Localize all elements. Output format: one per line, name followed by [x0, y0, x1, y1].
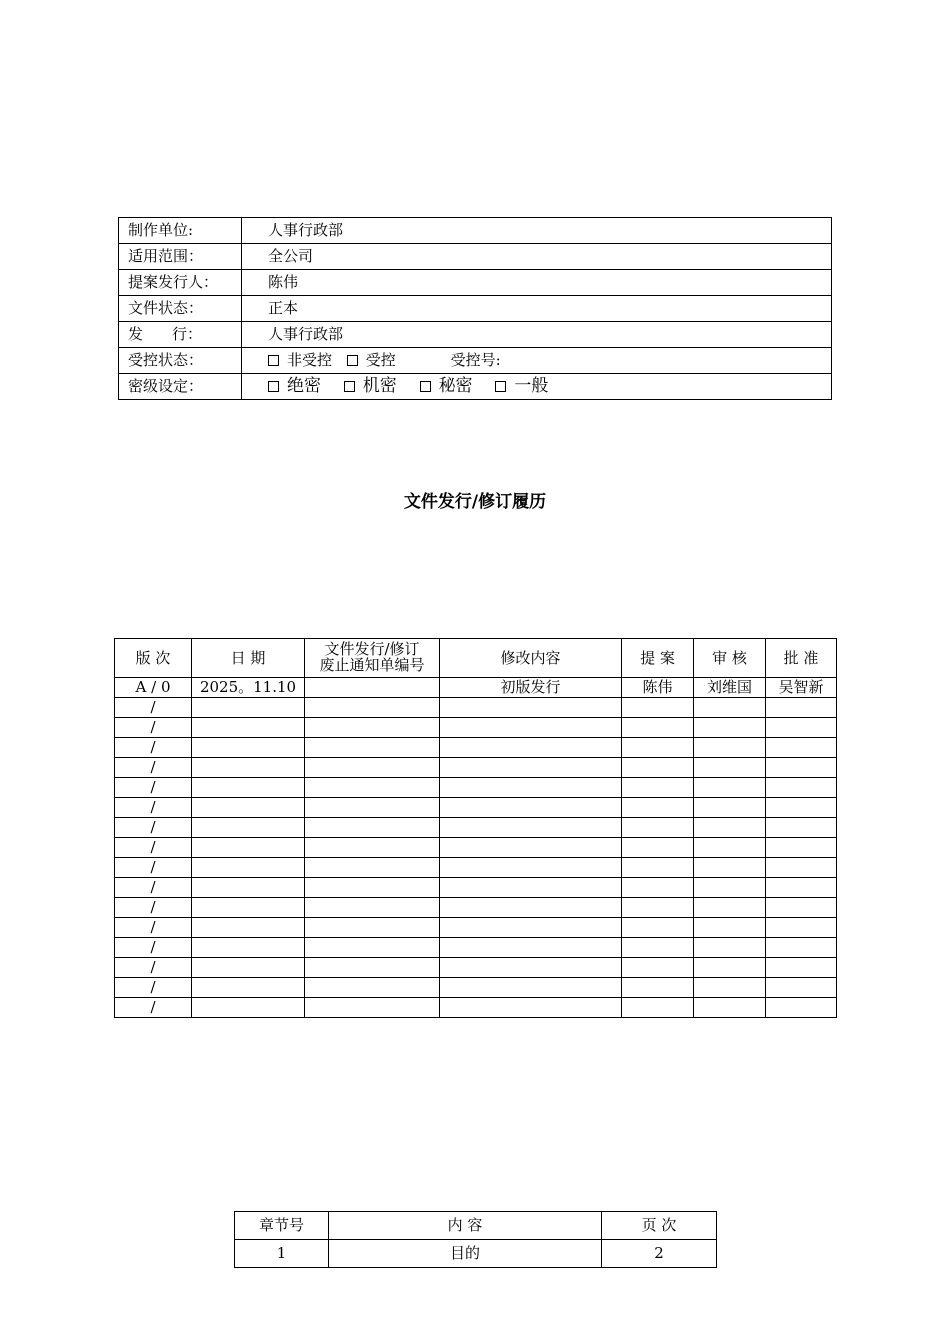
control-number-label: 受控号:	[450, 351, 501, 369]
table-row	[115, 778, 837, 798]
checkbox-icon[interactable]	[347, 355, 358, 366]
cell-version: /	[115, 938, 192, 958]
cell-empty	[694, 878, 766, 898]
option-label: 秘密	[438, 376, 473, 396]
table-row	[115, 898, 837, 918]
cell-empty	[622, 818, 694, 838]
cell-version: /	[115, 878, 192, 898]
table-row	[115, 918, 837, 938]
cell-empty	[622, 778, 694, 798]
cell-empty	[305, 798, 440, 818]
info-label: 受控状态：	[119, 348, 242, 374]
cell-empty	[694, 998, 766, 1018]
cell-empty	[440, 998, 622, 1018]
cell-empty	[305, 858, 440, 878]
cell-empty	[622, 898, 694, 918]
option-general[interactable]	[495, 378, 548, 395]
cell-empty	[622, 998, 694, 1018]
option-label: 一般	[514, 376, 549, 396]
cell-version: /	[115, 818, 192, 838]
cell-empty	[192, 838, 305, 858]
header-approver: 批 准	[766, 639, 837, 678]
cell-version: /	[115, 698, 192, 718]
cell-empty	[440, 818, 622, 838]
toc-header-chapter: 章节号	[235, 1212, 329, 1240]
cell-empty	[622, 918, 694, 938]
history-header-row	[115, 639, 837, 678]
cell-version: /	[115, 978, 192, 998]
cell-empty	[440, 738, 622, 758]
cell-empty	[305, 818, 440, 838]
info-row-secrecy	[119, 374, 832, 400]
checkbox-icon[interactable]	[344, 381, 355, 392]
cell-empty	[766, 818, 837, 838]
cell-version: /	[115, 958, 192, 978]
cell-empty	[622, 958, 694, 978]
cell-empty	[622, 938, 694, 958]
cell-empty	[192, 758, 305, 778]
cell-empty	[305, 698, 440, 718]
cell-empty	[440, 918, 622, 938]
header-notice-line2: 废止通知单编号	[319, 656, 425, 674]
cell-empty	[440, 958, 622, 978]
cell-empty	[440, 778, 622, 798]
cell-empty	[694, 698, 766, 718]
cell-empty	[766, 878, 837, 898]
cell-empty	[766, 738, 837, 758]
cell-date: 2025。11.10	[192, 678, 305, 698]
option-top-secret[interactable]	[268, 378, 321, 395]
toc-header-content: 内 容	[329, 1212, 602, 1240]
option-label: 绝密	[287, 376, 321, 396]
option-secret[interactable]	[420, 378, 473, 395]
cell-empty	[192, 998, 305, 1018]
control-options	[242, 348, 832, 374]
cell-empty	[694, 958, 766, 978]
cell-empty	[440, 698, 622, 718]
table-row	[115, 858, 837, 878]
cell-empty	[766, 958, 837, 978]
cell-empty	[305, 918, 440, 938]
info-label: 提案发行人：	[119, 270, 242, 296]
contents-table	[234, 1211, 717, 1268]
header-proposer: 提 案	[622, 639, 694, 678]
info-row-proposer	[119, 270, 832, 296]
cell-empty	[694, 918, 766, 938]
cell-empty	[622, 878, 694, 898]
cell-version: /	[115, 738, 192, 758]
revision-history-table	[114, 638, 837, 1018]
cell-empty	[694, 758, 766, 778]
cell-empty	[192, 938, 305, 958]
cell-empty	[192, 818, 305, 838]
cell-empty	[694, 838, 766, 858]
option-label: 非受控	[287, 351, 333, 369]
info-label: 文件状态：	[119, 296, 242, 322]
cell-empty	[694, 718, 766, 738]
cell-empty	[192, 798, 305, 818]
cell-proposer: 陈伟	[622, 678, 694, 698]
info-row-maker	[119, 218, 832, 244]
cell-empty	[694, 978, 766, 998]
cell-empty	[766, 938, 837, 958]
cell-empty	[440, 718, 622, 738]
info-label: 制作单位:	[119, 218, 242, 244]
table-row	[115, 878, 837, 898]
cell-empty	[192, 698, 305, 718]
toc-header-page: 页 次	[602, 1212, 717, 1240]
cell-empty	[305, 878, 440, 898]
cell-empty	[622, 978, 694, 998]
table-row	[115, 978, 837, 998]
secrecy-options	[242, 374, 832, 400]
cell-empty	[440, 978, 622, 998]
cell-approver: 吴智新	[766, 678, 837, 698]
cell-empty	[305, 718, 440, 738]
cell-version: A / 0	[115, 678, 192, 698]
cell-empty	[305, 778, 440, 798]
info-value: 全公司	[242, 244, 832, 270]
info-label: 适用范围：	[119, 244, 242, 270]
info-row-scope	[119, 244, 832, 270]
cell-version: /	[115, 758, 192, 778]
cell-empty	[694, 938, 766, 958]
info-label-part: 发	[128, 325, 144, 343]
cell-empty	[766, 798, 837, 818]
info-label-part: 行：	[171, 325, 202, 343]
toc-page: 2	[602, 1240, 717, 1268]
cell-empty	[192, 978, 305, 998]
header-version: 版 次	[115, 639, 192, 678]
cell-empty	[766, 918, 837, 938]
info-row-control	[119, 348, 832, 374]
table-row	[115, 678, 837, 698]
cell-empty	[694, 818, 766, 838]
cell-empty	[440, 938, 622, 958]
cell-version: /	[115, 718, 192, 738]
cell-version: /	[115, 898, 192, 918]
cell-empty	[305, 958, 440, 978]
table-row	[115, 838, 837, 858]
cell-content: 初版发行	[440, 678, 622, 698]
cell-empty	[192, 878, 305, 898]
cell-empty	[622, 858, 694, 878]
checkbox-icon[interactable]	[268, 381, 279, 392]
cell-empty	[766, 998, 837, 1018]
cell-empty	[192, 778, 305, 798]
info-row-status	[119, 296, 832, 322]
cell-empty	[766, 898, 837, 918]
cell-empty	[694, 858, 766, 878]
table-row	[115, 758, 837, 778]
cell-empty	[694, 738, 766, 758]
cell-empty	[766, 718, 837, 738]
info-row-issuer	[119, 322, 832, 348]
option-controlled[interactable]	[347, 353, 396, 368]
info-value: 正本	[242, 296, 832, 322]
checkbox-icon[interactable]	[495, 381, 506, 392]
cell-empty	[694, 898, 766, 918]
cell-reviewer: 刘维国	[694, 678, 766, 698]
cell-version: /	[115, 798, 192, 818]
cell-version: /	[115, 858, 192, 878]
cell-empty	[766, 698, 837, 718]
cell-empty	[305, 838, 440, 858]
header-content: 修改内容	[440, 639, 622, 678]
cell-empty	[192, 718, 305, 738]
cell-empty	[694, 778, 766, 798]
info-value: 人事行政部	[242, 322, 832, 348]
toc-header-row	[235, 1212, 717, 1240]
cell-empty	[305, 898, 440, 918]
cell-empty	[622, 718, 694, 738]
cell-empty	[694, 798, 766, 818]
cell-empty	[440, 858, 622, 878]
table-row	[115, 998, 837, 1018]
cell-version: /	[115, 778, 192, 798]
cell-empty	[192, 918, 305, 938]
toc-chapter: 1	[235, 1240, 329, 1268]
toc-content: 目的	[329, 1240, 602, 1268]
option-label: 受控	[365, 351, 396, 369]
cell-empty	[766, 778, 837, 798]
header-reviewer: 审 核	[694, 639, 766, 678]
cell-empty	[440, 878, 622, 898]
checkbox-icon[interactable]	[420, 381, 431, 392]
header-notice-line1: 文件发行/修订	[324, 640, 420, 659]
cell-empty	[192, 898, 305, 918]
cell-empty	[305, 758, 440, 778]
cell-empty	[766, 858, 837, 878]
info-value: 陈伟	[242, 270, 832, 296]
checkbox-icon[interactable]	[268, 355, 279, 366]
cell-empty	[440, 758, 622, 778]
cell-version: /	[115, 838, 192, 858]
cell-version: /	[115, 998, 192, 1018]
info-value: 人事行政部	[242, 218, 832, 244]
table-row	[115, 718, 837, 738]
cell-empty	[622, 698, 694, 718]
cell-empty	[305, 738, 440, 758]
cell-empty	[766, 758, 837, 778]
table-row	[115, 818, 837, 838]
cell-empty	[305, 938, 440, 958]
cell-empty	[440, 798, 622, 818]
info-label	[119, 322, 242, 348]
history-title: 文件发行/修订履历	[403, 492, 547, 512]
header-date: 日 期	[192, 639, 305, 678]
option-label: 机密	[362, 376, 397, 396]
cell-empty	[192, 858, 305, 878]
cell-empty	[766, 978, 837, 998]
cell-empty	[305, 978, 440, 998]
cell-empty	[192, 738, 305, 758]
header-notice-number	[305, 639, 440, 678]
cell-empty	[440, 898, 622, 918]
cell-empty	[192, 958, 305, 978]
cell-empty	[440, 838, 622, 858]
cell-empty	[622, 838, 694, 858]
table-row	[115, 958, 837, 978]
table-row	[115, 798, 837, 818]
cell-notice	[305, 678, 440, 698]
cell-empty	[305, 998, 440, 1018]
cell-version: /	[115, 918, 192, 938]
info-label: 密级设定：	[119, 374, 242, 400]
table-row	[115, 698, 837, 718]
option-confidential[interactable]	[344, 378, 397, 395]
toc-row	[235, 1240, 717, 1268]
document-info-table	[118, 217, 832, 400]
table-row	[115, 938, 837, 958]
cell-empty	[766, 838, 837, 858]
cell-empty	[622, 758, 694, 778]
table-row	[115, 738, 837, 758]
cell-empty	[622, 798, 694, 818]
cell-empty	[622, 738, 694, 758]
option-uncontrolled[interactable]	[268, 353, 332, 368]
